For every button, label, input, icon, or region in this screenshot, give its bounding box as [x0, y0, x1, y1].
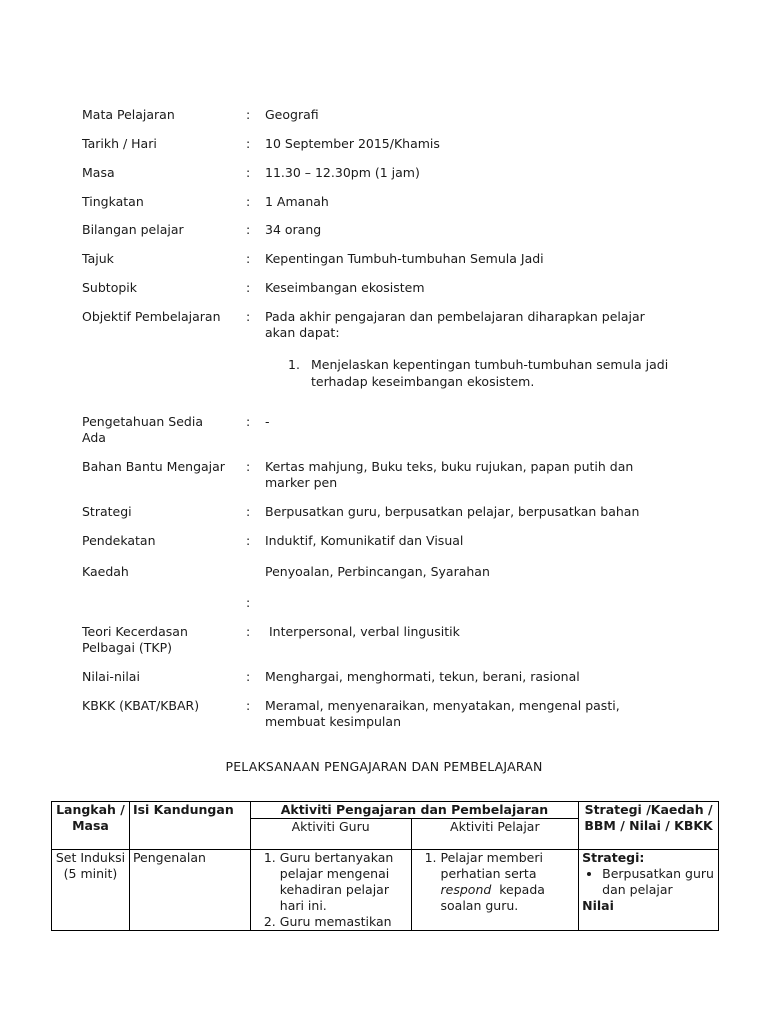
header-isi-kandungan: Isi Kandungan — [129, 802, 250, 850]
list-item: 2. Guru memastikan — [280, 914, 408, 930]
field-label: Mata Pelajaran — [82, 107, 175, 122]
field-label: Kaedah — [82, 564, 129, 579]
field-label: Bilangan pelajar — [82, 222, 184, 237]
field-colon: : — [246, 194, 251, 209]
field-value: Berpusatkan guru, berpusatkan pelajar, berpusatkan bahan — [265, 504, 640, 519]
field-label: Strategi — [82, 504, 132, 519]
pelajar-italic: respond — [440, 882, 492, 897]
field-colon: : — [246, 414, 251, 429]
cell-strategi — [579, 850, 719, 931]
objective-number: 1. — [288, 357, 300, 372]
list-item: 1. Guru bertanyakan pelajar mengenai kehadiran pelajar hari ini. — [280, 850, 408, 914]
subheader-aktiviti-pelajar: Aktiviti Pelajar — [411, 819, 579, 850]
field-label: Tingkatan — [82, 194, 144, 209]
objective-text: Menjelaskan kepentingan tumbuh-tumbuhan semula jadi terhadap keseimbangan ekosistem. — [311, 357, 669, 389]
pelajar-activity-list — [415, 850, 576, 914]
field-colon: : — [246, 459, 251, 474]
header-aktiviti: Aktiviti Pengajaran dan Pembelajaran — [250, 802, 578, 819]
pelajar-text-after: kepada soalan guru. — [440, 882, 549, 913]
field-label: Masa — [82, 165, 115, 180]
field-label: Objektif Pembelajaran — [82, 309, 221, 324]
field-colon: : — [246, 309, 251, 324]
field-colon: : — [246, 533, 251, 548]
field-colon: : — [246, 624, 251, 639]
field-label: Pengetahuan Sedia Ada — [82, 414, 203, 445]
strategi-list — [582, 866, 715, 898]
lesson-table — [51, 801, 719, 931]
guru-activity-list — [254, 850, 408, 930]
field-value: 34 orang — [265, 222, 322, 237]
header-strategi: Strategi /Kaedah / BBM / Nilai / KBKK — [579, 802, 719, 850]
cell-aktiviti-pelajar — [411, 850, 579, 931]
field-label: Teori Kecerdasan Pelbagai (TKP) — [82, 624, 188, 655]
field-colon: : — [246, 595, 251, 610]
field-label: Tajuk — [82, 251, 114, 266]
field-value: Pada akhir pengajaran dan pembelajaran diharapkan pelajar akan dapat: — [265, 309, 645, 340]
cell-isi: Pengenalan — [129, 850, 250, 931]
field-colon: : — [246, 136, 251, 151]
field-value: Menghargai, menghormati, tekun, berani, rasional — [265, 669, 580, 684]
field-colon: : — [246, 251, 251, 266]
field-value: Interpersonal, verbal lingusitik — [265, 624, 460, 639]
field-value: Kertas mahjung, Buku teks, buku rujukan, papan putih dan marker pen — [265, 459, 634, 490]
list-item — [441, 850, 576, 914]
field-colon: : — [246, 280, 251, 295]
field-label: Bahan Bantu Mengajar — [82, 459, 225, 474]
header-langkah: Langkah / Masa — [52, 802, 130, 850]
field-colon: : — [246, 107, 251, 122]
field-colon: : — [246, 504, 251, 519]
field-colon: : — [246, 669, 251, 684]
field-colon: : — [246, 165, 251, 180]
field-colon: : — [246, 222, 251, 237]
table-row — [52, 850, 719, 931]
field-label: KBKK (KBAT/KBAR) — [82, 698, 200, 713]
field-value: Induktif, Komunikatif dan Visual — [265, 533, 464, 548]
field-label: Nilai-nilai — [82, 669, 140, 684]
field-value: Geografi — [265, 107, 319, 122]
strategi-title: Strategi: — [582, 850, 645, 865]
field-value: 10 September 2015/Khamis — [265, 136, 440, 151]
field-label: Pendekatan — [82, 533, 156, 548]
field-value: 1 Amanah — [265, 194, 329, 209]
table-header-row — [52, 802, 719, 819]
field-value: 11.30 – 12.30pm (1 jam) — [265, 165, 420, 180]
field-value: Kepentingan Tumbuh-tumbuhan Semula Jadi — [265, 251, 544, 266]
cell-aktiviti-guru — [250, 850, 411, 931]
field-label: Subtopik — [82, 280, 137, 295]
field-value: Penyoalan, Perbincangan, Syarahan — [265, 564, 490, 579]
field-value: Meramal, menyenaraikan, menyatakan, mengenal pasti, membuat kesimpulan — [265, 698, 620, 729]
subheader-aktiviti-guru: Aktiviti Guru — [250, 819, 411, 850]
pelajar-text: Pelajar memberi perhatian serta — [440, 850, 543, 881]
field-label: Tarikh / Hari — [82, 136, 157, 151]
list-item: • Berpusatkan guru dan pelajar — [602, 866, 715, 898]
section-title: PELAKSANAAN PENGAJARAN DAN PEMBELAJARAN — [225, 759, 543, 774]
cell-langkah: Set Induksi (5 minit) — [52, 850, 130, 931]
field-value: - — [265, 414, 270, 429]
field-colon: : — [246, 698, 251, 713]
field-value: Keseimbangan ekosistem — [265, 280, 425, 295]
nilai-title: Nilai — [582, 898, 614, 913]
